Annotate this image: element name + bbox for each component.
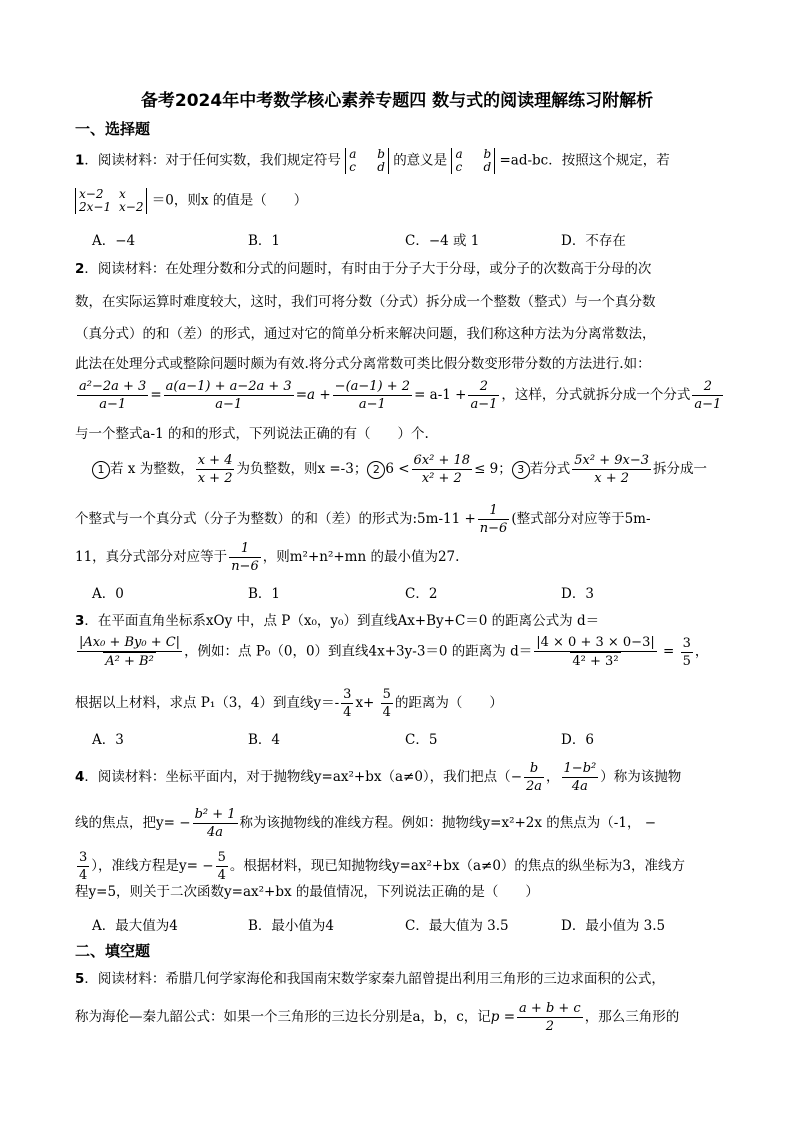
q1-option-b: B．1 bbox=[248, 233, 281, 249]
q3-line1 bbox=[75, 611, 599, 631]
q2-fraction-4: $\frac{2}{a-1}$ bbox=[470, 379, 498, 412]
q1-text-c: =ad-bc．按照这个规定，若 bbox=[499, 152, 670, 169]
q1-line1 bbox=[75, 148, 670, 174]
q3-text-2: ，例如：点 P₀（0，0）到直线4x+3y-3＝0 的距离为 d＝ bbox=[184, 643, 533, 660]
q3-text-3: 根据以上材料，求点 P₁（3，4）到直线y＝- bbox=[75, 695, 340, 711]
q2-option-b: B．1 bbox=[248, 586, 281, 602]
q3-option-d: D．6 bbox=[561, 732, 594, 748]
q3-number: 3 bbox=[75, 613, 85, 629]
q5-text-2: 称为海伦—秦九韶公式：如果一个三角形的三边长分别是a，b，c，记 bbox=[75, 1009, 491, 1025]
q1-line2 bbox=[75, 188, 307, 214]
q4-example-directrix: $\frac{5}{4}$ bbox=[217, 850, 226, 883]
page-title: 备考2024年中考数学核心素养专题四 数与式的阅读理解练习附解析 bbox=[140, 91, 654, 111]
q2-number: 2 bbox=[75, 261, 85, 277]
q2-fraction-5: $\frac{2}{a-1}$ bbox=[694, 379, 722, 412]
q4-text-3: ），准线方程是y= bbox=[91, 858, 198, 874]
q1-option-c: C．−4 或 1 bbox=[405, 233, 480, 249]
q4-line4: 程y=5，则关于二次函数y=ax²+bx 的最值情况，下列说法正确的是（ ） bbox=[75, 884, 539, 900]
q4-number: 4 bbox=[75, 769, 85, 785]
q4-line2: 线的焦点，把y= − $\frac{\text{b² + 1}}{4a}$ 称为该抛物线的准线方程。例如：抛物线y=x²+2x 的焦点为（-1， − bbox=[75, 807, 657, 840]
q2-line8 bbox=[75, 502, 651, 537]
q4-line1: 4．阅读材料：坐标平面内，对于抛物线y=ax²+bx（a≠0），我们把点（− $\frac{b}{2a}$ ， $\frac{\text{1−b²}}{4a}$ ）称为该抛物 bbox=[75, 761, 682, 794]
q5-line2: 称为海伦—秦九韶公式：如果一个三角形的三边长分别是a，b，c，记p = $\frac{a + b + c}{2}$ ，那么三角形的 bbox=[75, 1001, 680, 1034]
q2-fraction-9: $\frac{1}{n-6}$ bbox=[479, 503, 508, 536]
q4-option-c: C．最大值为 3.5 bbox=[405, 918, 509, 934]
q2-fraction-10: $\frac{1}{n-6}$ bbox=[231, 541, 259, 574]
q3-result-fraction: $\frac{3}{5}$ bbox=[682, 635, 691, 669]
q1-text-d: ＝0，则x 的值是（ ） bbox=[151, 192, 308, 209]
q4-text-2: 线的焦点，把y= bbox=[75, 815, 175, 831]
q2-stmt3b: 拆分成一 bbox=[653, 461, 708, 477]
q2-line7: 1 若 x 为整数， $\frac{x + 4}{x + 2}$ 为负整数，则x =-3； 2 6 < $\frac{\text{6x² + 18}}{\text{x² + 2}}$ ≤ 9； 3 若分式 $\frac{\text{5x² + 9x−3}}{x + 2}$ 拆分成一 bbox=[92, 452, 707, 487]
q4-example-focus-y: $\frac{3}{4}$ bbox=[79, 850, 88, 883]
q4-text-1: ．阅读材料：坐标平面内，对于抛物线y=ax²+bx（a≠0），我们把点（ bbox=[84, 769, 511, 785]
q2-fraction-7: $\frac{\text{6x² + 18}}{\text{x² + 2}}$ bbox=[413, 453, 471, 486]
q1-option-a: A．−4 bbox=[92, 233, 136, 249]
q2-fraction-6: $\frac{x + 4}{x + 2}$ bbox=[197, 453, 233, 486]
q1-option-d: D．不存在 bbox=[561, 233, 626, 249]
q2-line1 bbox=[75, 259, 651, 279]
q2-line6: 与一个整式a-1 的和的形式，下列说法正确的有（ ）个. bbox=[75, 426, 429, 442]
q3-text-1: ．在平面直角坐标系xOy 中，点 P（x₀，y₀）到直线Ax+By+C＝0 的距离公式为 d＝ bbox=[84, 613, 600, 629]
section-heading-choice: 一、选择题 bbox=[75, 120, 151, 138]
q1-determinant-symbol: a b c d bbox=[345, 148, 389, 174]
q4-line3: $\frac{3}{4}$ ），准线方程是y= − $\frac{5}{4}$ 。根据材料，现已知抛物线y=ax²+bx（a≠0）的焦点的纵坐标为3，准线方 bbox=[79, 850, 685, 883]
q4-option-d: D．最小值为 3.5 bbox=[561, 918, 666, 934]
circled-3: 3 bbox=[512, 461, 530, 479]
q1-determinant-meaning: a b c d bbox=[451, 148, 495, 174]
q2-text-9a: 11，真分式部分对应等于 bbox=[75, 549, 228, 565]
q1-number: 1 bbox=[75, 152, 85, 169]
q2-line4: 此法在处理分式或整除问题时颇为有效.将分式分离常数可类比假分数变形带分数的方法进行.如： bbox=[75, 356, 651, 372]
q4-text-1b: ）称为该抛物 bbox=[600, 769, 682, 785]
q5-text-2b: ，那么三角形的 bbox=[584, 1009, 680, 1025]
q2-option-c: C．2 bbox=[405, 586, 438, 602]
q2-text-1: ．阅读材料：在处理分数和分式的问题时，有时由于分子大于分母，或分子的次数高于分母的次 bbox=[84, 261, 652, 277]
q4-focus-x: $\frac{b}{2a}$ bbox=[526, 761, 543, 794]
q4-option-a: A．最大值为4 bbox=[92, 918, 178, 934]
q1-text-b: 的意义是 bbox=[393, 152, 448, 169]
q3-line3: 根据以上材料，求点 P₁（3，4）到直线y＝- $\frac{3}{4}$ x+ $\frac{5}{4}$ 的距离为（ ） bbox=[75, 687, 503, 720]
q4-text-2b: 称为该抛物线的准线方程。例如：抛物线y=x²+2x 的焦点为（-1， bbox=[239, 815, 641, 831]
q3-option-c: C．5 bbox=[405, 732, 438, 748]
circled-1: 1 bbox=[92, 461, 110, 479]
q4-focus-y: $\frac{\text{1−b²}}{4a}$ bbox=[563, 761, 597, 794]
q2-line5: $\frac{\text{a²−2a + 3}}{a-1}$ = $\frac{a(a-1) + a-2a + 3}{a-1}$ =a + $\frac{-(a-1) + 2}{a-1}$ = a-1 + $\frac{2}{a-1}$ ，这样，分式就拆分成一个分式 $\frac{2}{a-1}$ bbox=[79, 379, 722, 412]
section-heading-fill: 二、填空题 bbox=[75, 942, 151, 960]
q4-directrix: $\frac{\text{b² + 1}}{4a}$ bbox=[194, 807, 236, 840]
q2-text-8b: (整式部分对应等于5m- bbox=[511, 511, 651, 527]
q5-number: 5 bbox=[75, 971, 85, 987]
q3-distance-formula: $\frac{\text{|Ax₀ + By₀ + C|}}{\text{A² + B²}}$ bbox=[79, 635, 181, 669]
q2-stmt3: 若分式 bbox=[529, 461, 571, 477]
q2-fraction-1: $\frac{\text{a²−2a + 3}}{a-1}$ bbox=[79, 379, 147, 412]
q2-option-d: D．3 bbox=[561, 586, 594, 602]
q1-text-a: ．阅读材料：对于任何实数，我们规定符号 bbox=[84, 152, 341, 169]
q1-equation-determinant: x−2 x 2x−1 x−2 bbox=[75, 188, 147, 214]
q2-stmt1b: 为负整数，则x =-3； bbox=[236, 461, 368, 477]
q2-text-8: 个整式与一个真分式（分子为整数）的和（差）的形式为:5m-11 + bbox=[75, 511, 476, 527]
q2-fraction-8: $\frac{\text{5x² + 9x−3}}{x + 2}$ bbox=[574, 453, 650, 486]
q3-intercept-fraction: $\frac{5}{4}$ bbox=[382, 687, 391, 720]
circled-2: 2 bbox=[367, 461, 385, 479]
q2-fraction-3: $\frac{-(a-1) + 2}{a-1}$ bbox=[334, 379, 411, 412]
q3-option-a: A．3 bbox=[92, 732, 124, 748]
q3-line2: $\frac{\text{|Ax₀ + By₀ + C|}}{\text{A² + B²}}$ ，例如：点 P₀（0，0）到直线4x+3y-3＝0 的距离为 d＝ $\frac{|4 \times 0 + 3 \times 0-3|}{\text{4² + 3²}}$ = $\frac{3}{5}$ ， bbox=[79, 635, 709, 669]
q3-slope-fraction: $\frac{3}{4}$ bbox=[343, 687, 352, 720]
q2-text-9b: ，则m²+n²+mn 的最小值为27. bbox=[262, 549, 460, 565]
q2-line3: （真分式）的和（差）的形式，通过对它的简单分析来解决问题，我们称这种方法为分离常数法， bbox=[75, 326, 656, 342]
q2-text-5: ，这样，分式就拆分成一个分式 bbox=[501, 387, 691, 403]
q2-stmt2b: ≤ 9； bbox=[474, 461, 512, 477]
q2-line9 bbox=[75, 540, 459, 575]
q2-fraction-2: $\frac{a(a-1) + a-2a + 3}{a-1}$ bbox=[165, 379, 292, 412]
q2-option-a: A．0 bbox=[92, 586, 124, 602]
q5-text-1: ．阅读材料：希腊几何学家海伦和我国南宋数学家秦九韶曾提出利用三角形的三边求面积的公式， bbox=[84, 971, 665, 987]
q2-line2: 数，在实际运算时难度较大，这时，我们可将分数（分式）拆分成一个整数（整式）与一个真分数 bbox=[75, 294, 656, 310]
q5-line1 bbox=[75, 969, 665, 989]
q5-semi-perimeter: $\frac{a + b + c}{2}$ bbox=[519, 1001, 581, 1034]
q4-text-3b: 。根据材料，现已知抛物线y=ax²+bx（a≠0）的焦点的纵坐标为3，准线方 bbox=[229, 858, 685, 874]
q3-example-fraction: $\frac{|4 \times 0 + 3 \times 0-3|}{\text{4² + 3²}}$ bbox=[536, 635, 655, 669]
q3-option-b: B．4 bbox=[248, 732, 281, 748]
q2-stmt1: 若 x 为整数， bbox=[110, 461, 194, 477]
q3-text-3b: 的距离为（ ） bbox=[394, 695, 503, 711]
q4-option-b: B．最小值为4 bbox=[248, 918, 335, 934]
